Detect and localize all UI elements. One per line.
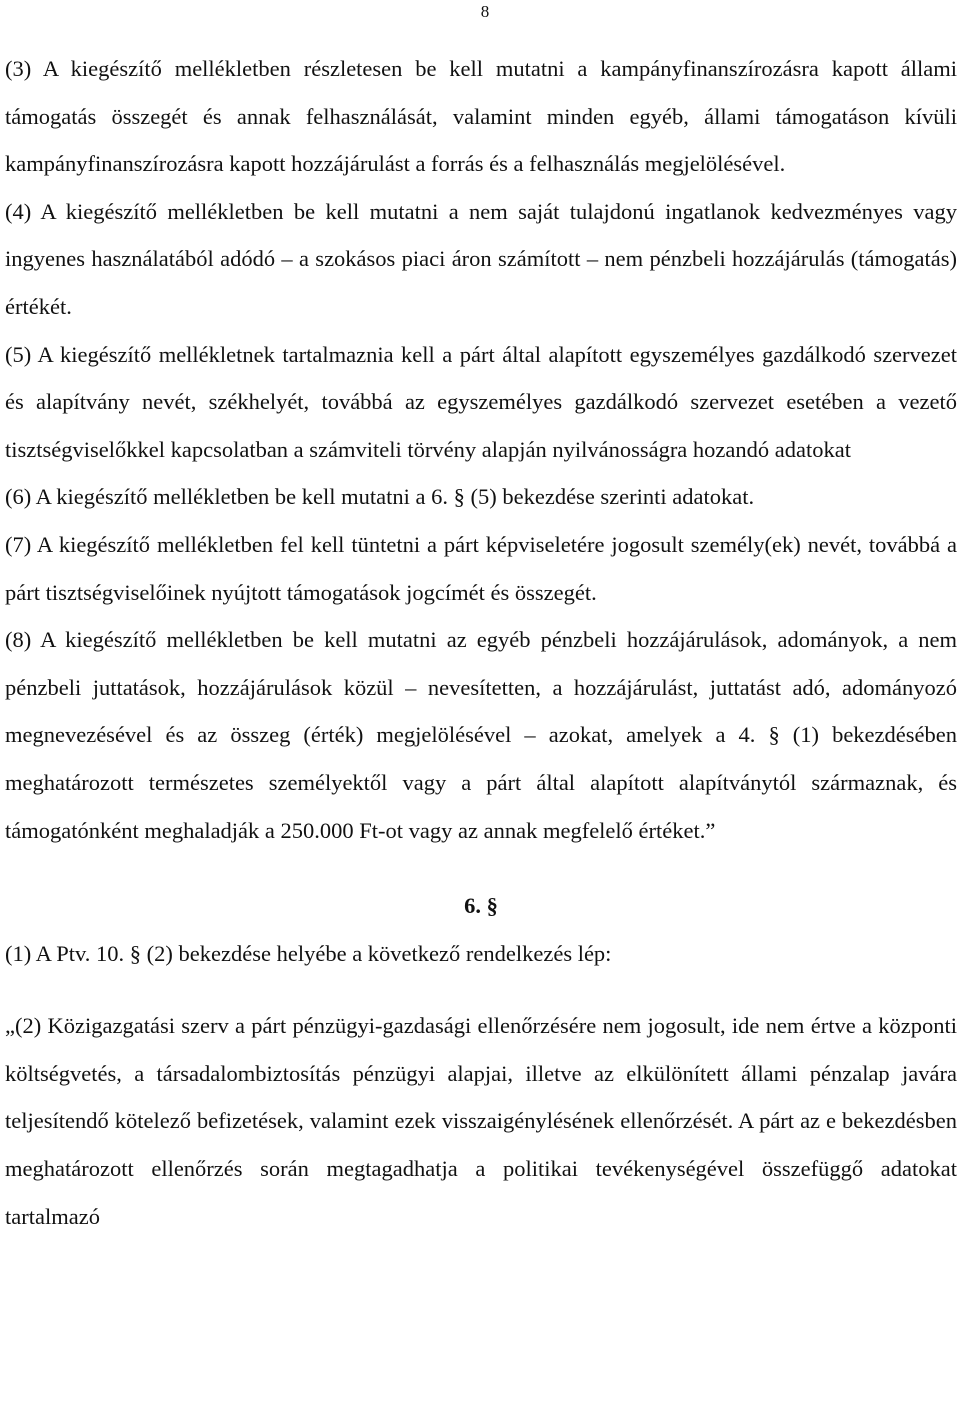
document-body <box>5 45 957 1240</box>
paragraph-5: (5) A kiegészítő mellékletnek tartalmaznia kell a párt által alapított egyszemélyes gazdálkodó szervezet és alapítvány nevét, székhelyét, továbbá az egyszemélyes gazdálkodó szervezet esetében a vezető tisztségviselőkkel kapcsolatban a számviteli törvény alapján nyilvánosságra hozandó adatokat <box>5 341 957 462</box>
paragraph-6: (6) A kiegészítő mellékletben be kell mutatni a 6. § (5) bekezdése szerinti adatokat. <box>5 484 755 510</box>
paragraph-8: (8) A kiegészítő mellékletben be kell mutatni az egyéb pénzbeli hozzájárulások, adományok, a nem pénzbeli juttatások, hozzájárulások közül – nevesítetten, a hozzájárulást, juttatást adó, adományozó megnevezésével és az összeg (érték) megjelölésével – azokat, amelyek a 4. § (1) bekezdésében meghatározott természetes személyektől vagy a párt által alapított alapítványtól származnak, és támogatónként meghaladják a 250.000 Ft-ot vagy az annak megfelelő értéket.” <box>5 627 957 843</box>
section-intro: (1) A Ptv. 10. § (2) bekezdése helyébe a következő rendelkezés lép: <box>5 940 612 966</box>
paragraph-4: (4) A kiegészítő mellékletben be kell mutatni a nem saját tulajdonú ingatlanok kedvezményes vagy ingyenes használatából adódó – a szokásos piaci áron számított – nem pénzbeli hozzájárulás (támogatás) értékét. <box>5 198 957 319</box>
section-heading: 6. § <box>464 893 498 919</box>
paragraph-7: (7) A kiegészítő mellékletben fel kell tüntetni a párt képviseletére jogosult személy(ek) nevét, továbbá a párt tisztségviselőinek nyújtott támogatások jogcímét és összegét. <box>5 531 957 605</box>
page-number: 8 <box>480 2 490 21</box>
paragraph-3: (3) A kiegészítő mellékletben részletesen be kell mutatni a kampányfinanszírozásra kapott állami támogatás összegét és annak felhasználását, valamint minden egyéb, állami támogatáson kívüli kampányfinanszírozásra kapott hozzájárulást a forrás és a felhasználás megjelölésével. <box>5 56 957 177</box>
section-quote: „(2) Közigazgatási szerv a párt pénzügyi-gazdasági ellenőrzésére nem jogosult, ide nem értve a központi költségvetés, a társadalombiztosítás pénzügyi alapjai, illetve az elkülönített állami pénzalap javára teljesítendő kötelező befizetések, valamint ezek visszaigénylésének ellenőrzését. A párt az e bekezdésben meghatározott ellenőrzés során megtagadhatja a politikai tevékenységével összefüggő adatokat tartalmazó <box>5 1013 957 1229</box>
